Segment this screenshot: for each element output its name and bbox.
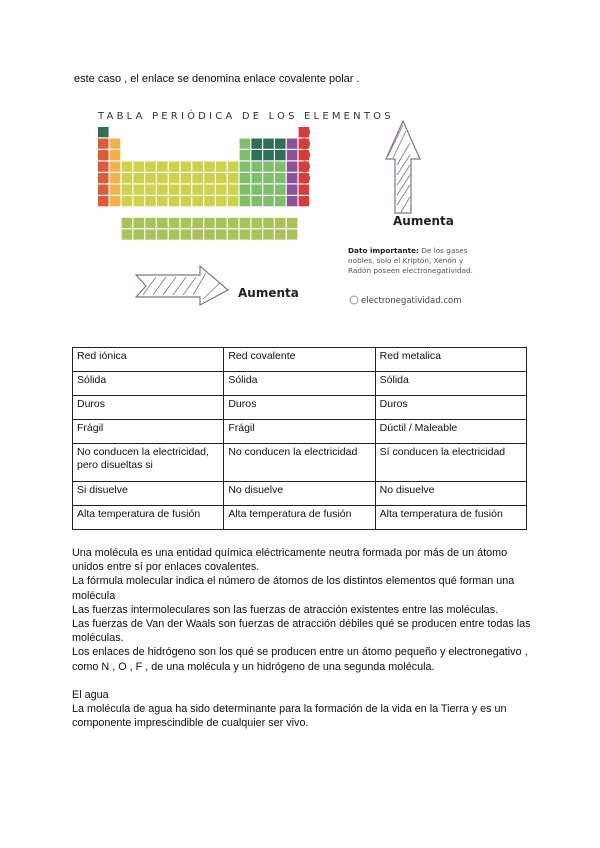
noble-gas-x-icon [299, 138, 310, 149]
element-cell [263, 150, 274, 160]
noble-gas-x-icon [299, 127, 310, 138]
element-cell [275, 218, 286, 228]
element-cell [192, 196, 203, 206]
note-line-2: nobles, solo el Kriptón, Xenón y [348, 256, 464, 265]
element-cell [157, 196, 168, 206]
element-cell [287, 162, 298, 172]
element-cell [299, 185, 310, 195]
element-cell [145, 185, 156, 195]
paragraph: Las fuerzas de Van der Waals son fuerzas de atracción débiles qué se producen entre todas las moléculas. [72, 618, 531, 645]
noble-gas-x-icon [299, 173, 310, 184]
comparison-table [72, 347, 527, 530]
element-cell [145, 196, 156, 206]
note-line-1: Dato importante: De los gases [348, 246, 468, 255]
intro-text: este caso , el enlace se denomina enlace covalente polar . [74, 73, 360, 85]
element-cell [240, 185, 251, 195]
arrow-up-label: Aumenta [393, 214, 454, 228]
element-cell [251, 162, 262, 172]
element-cell [275, 162, 286, 172]
element-cell [122, 229, 133, 239]
element-cell [216, 173, 227, 183]
periodic-table-title: TABLA PERIÓDICA DE LOS ELEMENTOS [98, 111, 394, 122]
element-cell [287, 139, 298, 149]
table-row: Si disuelve No disuelve No disuelve [73, 482, 527, 506]
element-cell [169, 185, 180, 195]
element-cell [287, 185, 298, 195]
element-cell [263, 139, 274, 149]
element-cell [216, 196, 227, 206]
element-cell [216, 162, 227, 172]
element-cell [204, 185, 215, 195]
element-cell [192, 162, 203, 172]
element-cell [204, 218, 215, 228]
element-cell [169, 173, 180, 183]
element-cell [228, 229, 239, 239]
body-text [72, 546, 532, 730]
element-cell [181, 196, 192, 206]
element-cell [122, 196, 133, 206]
table-row: Frágil Frágil Dúctil / Maleable [73, 420, 527, 444]
element-cell [204, 229, 215, 239]
element-cell [228, 218, 239, 228]
element-cell [204, 173, 215, 183]
element-cell [263, 173, 274, 183]
element-cell [204, 162, 215, 172]
element-cell [216, 218, 227, 228]
element-cell [157, 185, 168, 195]
element-cell [251, 196, 262, 206]
element-cell [157, 162, 168, 172]
paragraph: Una molécula es una entidad química eléctricamente neutra formada por más de un átomo unidos entre sí por enlaces covalentes. [72, 547, 508, 574]
element-cell [157, 173, 168, 183]
element-cell [181, 218, 192, 228]
element-cell [251, 139, 262, 149]
paragraph: Las fuerzas intermoleculares son las fuerzas de atracción existentes entre las moléculas. [72, 603, 499, 616]
note-line-3: Radón poseen electronegatividad. [348, 266, 473, 275]
element-cell [240, 139, 251, 149]
element-cell [240, 218, 251, 228]
element-cell [98, 185, 109, 195]
element-cell [181, 173, 192, 183]
element-cell [133, 162, 144, 172]
periodic-table-grid [98, 127, 310, 240]
element-cell [240, 173, 251, 183]
element-cell [299, 196, 310, 206]
element-cell [145, 162, 156, 172]
element-cell [169, 162, 180, 172]
element-cell [133, 185, 144, 195]
element-cell [240, 229, 251, 239]
element-cell [181, 229, 192, 239]
element-cell [275, 173, 286, 183]
element-cell [110, 139, 121, 149]
table-row: Red iónica Red covalente Red metalica [73, 348, 527, 372]
right-arrow [136, 266, 228, 305]
element-cell [145, 173, 156, 183]
element-cell [228, 185, 239, 195]
element-cell [287, 229, 298, 239]
paragraph: La fórmula molecular indica el número de átomos de los distintos elementos qué forman una molécula [72, 575, 515, 602]
arrow-right-label: Aumenta [238, 286, 299, 300]
noble-gas-x-icon [299, 161, 310, 172]
element-cell [181, 185, 192, 195]
element-cell [192, 173, 203, 183]
element-cell [251, 229, 262, 239]
element-cell [216, 229, 227, 239]
element-cell [181, 162, 192, 172]
element-cell [204, 196, 215, 206]
element-cell [251, 173, 262, 183]
element-cell [263, 218, 274, 228]
element-cell [192, 185, 203, 195]
element-cell [110, 185, 121, 195]
element-cell [110, 173, 121, 183]
element-cell [228, 173, 239, 183]
section-text: La molécula de agua ha sido determinante para la formación de la vida en la Tierra y es un componente imprescindible de cualquier ser vivo. [72, 703, 507, 730]
element-cell [157, 229, 168, 239]
element-cell [110, 150, 121, 160]
element-cell [287, 196, 298, 206]
element-cell [228, 162, 239, 172]
up-arrow [386, 121, 420, 213]
element-cell [251, 218, 262, 228]
element-cell [251, 185, 262, 195]
element-cell [228, 196, 239, 206]
element-cell [275, 185, 286, 195]
table-row: Alta temperatura de fusión Alta temperatura de fusión Alta temperatura de fusión [73, 506, 527, 530]
element-cell [251, 150, 262, 160]
element-cell [122, 185, 133, 195]
element-cell [122, 162, 133, 172]
element-cell [110, 162, 121, 172]
element-cell [122, 173, 133, 183]
element-cell [98, 150, 109, 160]
element-cell [98, 139, 109, 149]
element-cell [192, 218, 203, 228]
element-cell [287, 150, 298, 160]
element-cell [133, 196, 144, 206]
element-cell [192, 229, 203, 239]
element-cell [98, 162, 109, 172]
element-cell [98, 196, 109, 206]
noble-gas-x-icon [299, 150, 310, 161]
element-cell [216, 185, 227, 195]
table-row: Duros Duros Duros [73, 396, 527, 420]
element-cell [240, 150, 251, 160]
element-cell [169, 218, 180, 228]
element-cell [275, 139, 286, 149]
element-cell [169, 229, 180, 239]
element-cell [275, 229, 286, 239]
element-cell [133, 229, 144, 239]
section-heading: El agua [72, 688, 109, 701]
element-cell [133, 173, 144, 183]
element-cell [263, 229, 274, 239]
element-cell [133, 218, 144, 228]
element-cell [157, 218, 168, 228]
element-cell [122, 218, 133, 228]
element-cell [275, 196, 286, 206]
periodic-table-figure [88, 103, 498, 313]
site-credit: electronegatividad.com [361, 296, 462, 306]
paragraph: Los enlaces de hidrógeno son los qué se producen entre un átomo pequeño y electronegativo , como N , O , F , de una molécula y un hidrógeno de una segunda molécula. [72, 646, 528, 673]
element-cell [240, 162, 251, 172]
element-cell [287, 173, 298, 183]
element-cell [169, 196, 180, 206]
site-logo-icon [350, 296, 358, 304]
element-cell [98, 173, 109, 183]
table-row: No conducen la electricidad, pero disueltas si No conducen la electricidad Sí conducen la electricidad [73, 444, 527, 482]
table-row: Sólida Sólida Sólida [73, 372, 527, 396]
element-cell [263, 185, 274, 195]
element-cell [263, 162, 274, 172]
element-cell [263, 196, 274, 206]
element-cell [287, 218, 298, 228]
element-cell [145, 229, 156, 239]
element-cell [240, 196, 251, 206]
element-cell [98, 127, 109, 137]
element-cell [145, 218, 156, 228]
element-cell [110, 196, 121, 206]
element-cell [275, 150, 286, 160]
